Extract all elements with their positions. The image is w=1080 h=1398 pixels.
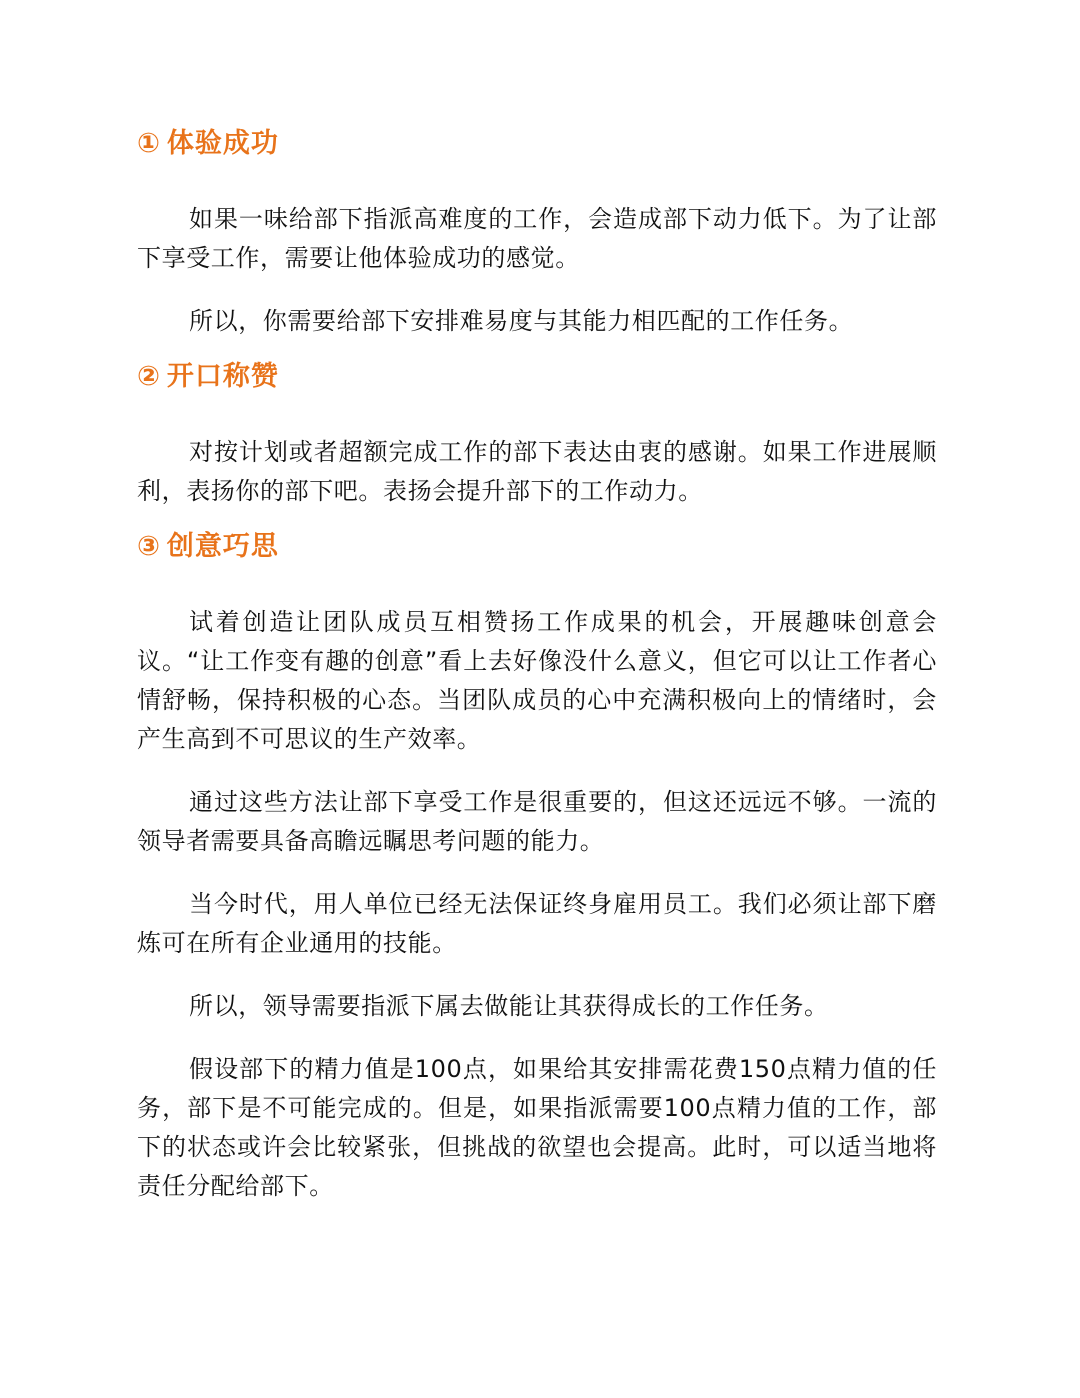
section-number-1: ① [137,128,161,159]
section-heading-2 [137,355,937,399]
section-heading-1 [137,122,937,166]
article [137,122,937,1206]
paragraph: 试着创造让团队成员互相赞扬工作成果的机会，开展趣味创意会议。“让工作变有趣的创意”看上去好像没什么意义，但它可以让工作者心情舒畅，保持积极的心态。当团队成员的心中充满积极向上的情绪时，会产生高到不可思议的生产效率。 [137,608,937,753]
paragraph: 所以，领导需要指派下属去做能让其获得成长的工作任务。 [189,992,829,1020]
section-heading-3 [137,525,937,569]
paragraph: 对按计划或者超额完成工作的部下表达由衷的感谢。如果工作进展顺利，表扬你的部下吧。表扬会提升部下的工作动力。 [137,438,937,505]
section-title-2: 开口称赞 [166,361,279,392]
paragraph: 所以，你需要给部下安排难易度与其能力相匹配的工作任务。 [189,307,854,335]
section-number-2: ② [137,361,161,392]
paragraph: 假设部下的精力值是100点，如果给其安排需花费150点精力值的任务，部下是不可能完成的。但是，如果指派需要100点精力值的工作，部下的状态或许会比较紧张，但挑战的欲望也会提高。此时，可以适当地将责任分配给部下。 [137,1055,937,1200]
section-title-3: 创意巧思 [166,531,279,562]
section-title-1: 体验成功 [166,128,279,159]
paragraph: 如果一味给部下指派高难度的工作，会造成部下动力低下。为了让部下享受工作，需要让他体验成功的感觉。 [137,205,937,272]
paragraph: 当今时代，用人单位已经无法保证终身雇用员工。我们必须让部下磨炼可在所有企业通用的技能。 [137,890,937,957]
paragraph: 通过这些方法让部下享受工作是很重要的，但这还远远不够。一流的领导者需要具备高瞻远瞩思考问题的能力。 [137,788,937,855]
section-number-3: ③ [137,531,161,562]
